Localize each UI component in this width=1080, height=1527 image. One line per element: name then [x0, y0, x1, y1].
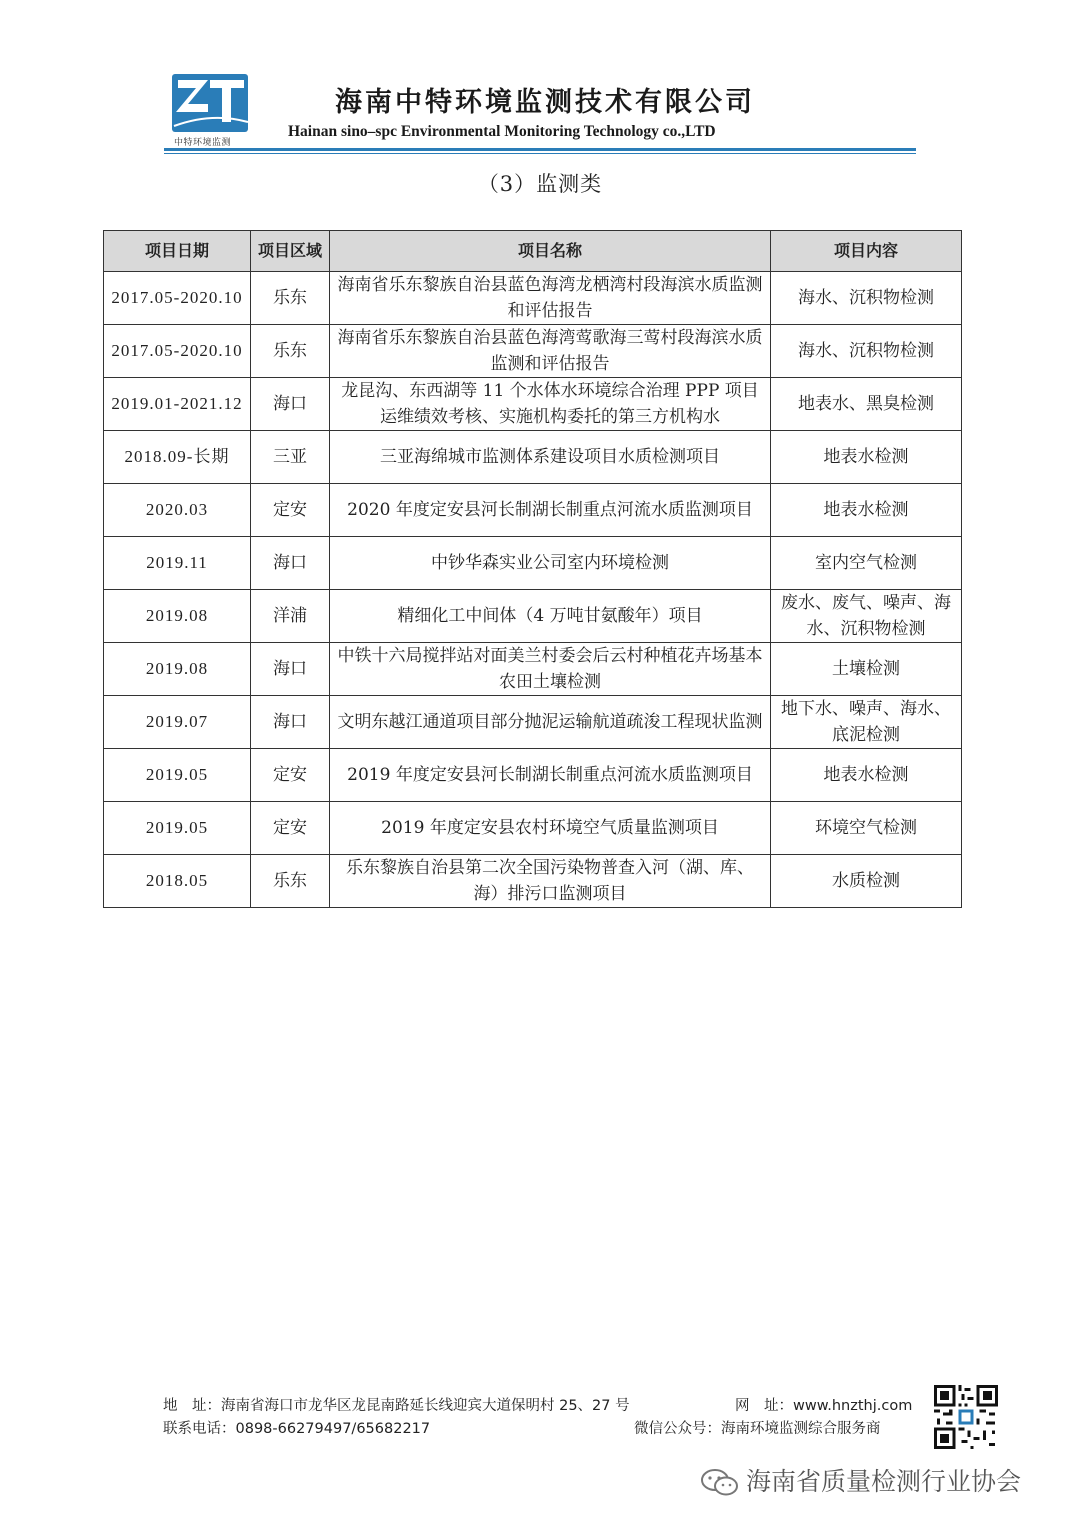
cell-date: 2019.05: [104, 749, 251, 802]
cell-name: 2019 年度定安县河长制湖长制重点河流水质监测项目: [330, 749, 771, 802]
footer-phone: [163, 1417, 430, 1438]
footer-address: [163, 1394, 630, 1415]
cell-date: 2017.05-2020.10: [104, 272, 251, 325]
cell-content: 地表水检测: [771, 431, 962, 484]
cell-content: 地表水、黑臭检测: [771, 378, 962, 431]
table-row: [104, 431, 962, 484]
cell-date: 2019.11: [104, 537, 251, 590]
cell-name: 文明东越江通道项目部分抛泥运输航道疏浚工程现状监测: [330, 696, 771, 749]
cell-date: 2020.03: [104, 484, 251, 537]
website-link[interactable]: www.hnzthj.com: [793, 1398, 913, 1414]
phone-label: 联系电话：: [163, 1421, 236, 1437]
cell-region: 乐东: [251, 855, 330, 908]
header-rule: [164, 148, 916, 151]
address-value: 海南省海口市龙华区龙昆南路延长线迎宾大道保明村 25、27 号: [221, 1398, 630, 1414]
cell-region: 乐东: [251, 272, 330, 325]
cell-region: 乐东: [251, 325, 330, 378]
table-row: [104, 590, 962, 643]
cell-region: 定安: [251, 749, 330, 802]
header-rule-thin: [164, 153, 916, 154]
table-row: [104, 643, 962, 696]
cell-date: 2018.05: [104, 855, 251, 908]
cell-date: 2019.08: [104, 643, 251, 696]
cell-date: 2018.09-长期: [104, 431, 251, 484]
footer-website: [735, 1394, 912, 1415]
header-content: 项目内容: [771, 231, 962, 272]
table-row: [104, 749, 962, 802]
cell-region: 洋浦: [251, 590, 330, 643]
section-title: （3）监测类: [477, 172, 603, 196]
cell-content: 土壤检测: [771, 643, 962, 696]
cell-name: 海南省乐东黎族自治县蓝色海湾莺歌海三莺村段海滨水质监测和评估报告: [330, 325, 771, 378]
cell-content: 水质检测: [771, 855, 962, 908]
table-row: [104, 855, 962, 908]
cell-content: 海水、沉积物检测: [771, 325, 962, 378]
company-logo-icon: [170, 66, 250, 146]
table-row: [104, 696, 962, 749]
table-header-row: [104, 231, 962, 272]
cell-date: 2019.08: [104, 590, 251, 643]
cell-name: 中钞华森实业公司室内环境检测: [330, 537, 771, 590]
cell-name: 乐东黎族自治县第二次全国污染物普查入河（湖、库、海）排污口监测项目: [330, 855, 771, 908]
cell-name: 精细化工中间体（4 万吨甘氨酸年）项目: [330, 590, 771, 643]
cell-date: 2019.01-2021.12: [104, 378, 251, 431]
cell-region: 海口: [251, 643, 330, 696]
cell-content: 环境空气检测: [771, 802, 962, 855]
cell-content: 室内空气检测: [771, 537, 962, 590]
watermark-text: 海南省质量检测行业协会: [746, 1467, 1022, 1496]
logo-caption: 中特环境监测: [174, 138, 232, 148]
header-date: 项目日期: [104, 231, 251, 272]
table-row: [104, 325, 962, 378]
qr-code-icon: [934, 1385, 998, 1449]
cell-content: 地表水检测: [771, 749, 962, 802]
cell-date: 2019.05: [104, 802, 251, 855]
cell-region: 定安: [251, 484, 330, 537]
cell-region: 定安: [251, 802, 330, 855]
address-label: 地 址：: [163, 1398, 221, 1414]
cell-date: 2017.05-2020.10: [104, 325, 251, 378]
footer-wechat: [634, 1417, 881, 1438]
cell-content: 海水、沉积物检测: [771, 272, 962, 325]
cell-name: 2019 年度定安县农村环境空气质量监测项目: [330, 802, 771, 855]
phone-value: 0898-66279497/65682217: [235, 1421, 431, 1437]
header-region: 项目区域: [251, 231, 330, 272]
table-row: [104, 484, 962, 537]
website-label: 网 址：: [735, 1398, 793, 1414]
letterhead: [160, 58, 920, 158]
company-name-cn: 海南中特环境监测技术有限公司: [335, 87, 755, 118]
cell-name: 中铁十六局搅拌站对面美兰村委会后云村种植花卉场基本农田土壤检测: [330, 643, 771, 696]
cell-name: 海南省乐东黎族自治县蓝色海湾龙栖湾村段海滨水质监测和评估报告: [330, 272, 771, 325]
table-row: [104, 802, 962, 855]
monitoring-projects-table: [103, 230, 962, 908]
table-row: [104, 537, 962, 590]
cell-region: 三亚: [251, 431, 330, 484]
table-row: [104, 272, 962, 325]
wechat-label: 微信公众号：: [634, 1421, 721, 1437]
wechat-value: 海南环境监测综合服务商: [721, 1421, 881, 1437]
cell-region: 海口: [251, 537, 330, 590]
company-name-en: Hainan sino–spc Environmental Monitoring Technology co.,LTD: [288, 123, 716, 140]
cell-region: 海口: [251, 696, 330, 749]
cell-name: 2020 年度定安县河长制湖长制重点河流水质监测项目: [330, 484, 771, 537]
cell-region: 海口: [251, 378, 330, 431]
cell-content: 地表水检测: [771, 484, 962, 537]
wechat-icon: [700, 1468, 740, 1498]
table-row: [104, 378, 962, 431]
cell-date: 2019.07: [104, 696, 251, 749]
header-name: 项目名称: [330, 231, 771, 272]
watermark: [700, 1462, 1021, 1498]
cell-content: 废水、废气、噪声、海水、沉积物检测: [771, 590, 962, 643]
cell-name: 龙昆沟、东西湖等 11 个水体水环境综合治理 PPP 项目运维绩效考核、实施机构委托的第三方机构水: [330, 378, 771, 431]
cell-name: 三亚海绵城市监测体系建设项目水质检测项目: [330, 431, 771, 484]
cell-content: 地下水、噪声、海水、底泥检测: [771, 696, 962, 749]
